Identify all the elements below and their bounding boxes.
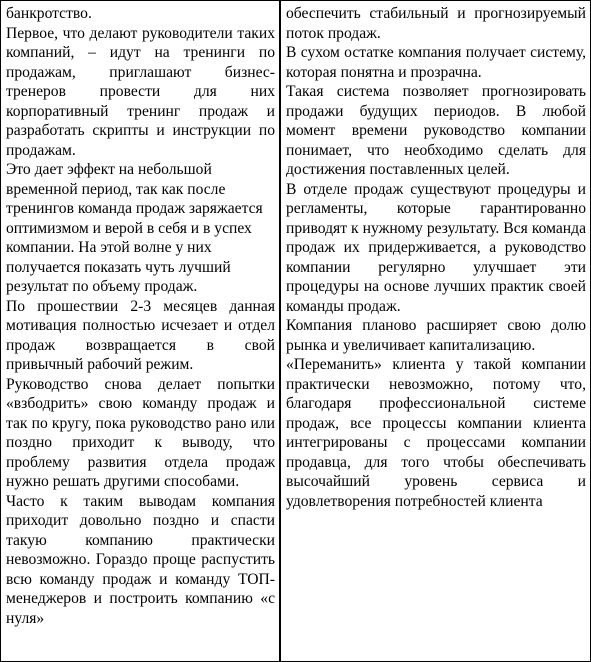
left-column: [1, 1, 281, 661]
left-paragraph-3: Это дает эффект на небольшой временной период, так как после тренингов команда продаж заряжается оптимизмом и верой в себя и в успех компании. На этой волне у них получается показать чуть лучший результат по объему продаж.: [6, 161, 263, 295]
right-paragraph-5: Компания планово расширяет свою долю рынка и увеличивает капитализацию.: [286, 317, 586, 354]
left-paragraph-1: банкротство.: [6, 5, 92, 22]
right-paragraph-3: Такая система позволяет прогнозировать продажи будущих периодов. В любой момент времени руководство компании понимает, что необходимо сделать для достижения поставленных целей.: [286, 83, 586, 178]
left-paragraph-2: Первое, что делают руководители таких компаний, – идут на тренинги по продажам, приглашают бизнес-тренеров провести для них корпоративный тренинг продаж и разработать скрипты и инструкции по продажам.: [6, 24, 275, 159]
right-column: [281, 1, 590, 661]
right-paragraph-6: «Переманить» клиента у такой компании практически невозможно, потому что, благодаря профессиональной системе продаж, все процессы компании клиента интегрированы с процессами компании продавца, для того чтобы обеспечивать высочайший уровень сервиса и удовлетворения потребностей клиента: [286, 356, 586, 510]
left-paragraph-6: Часто к таким выводам компания приходит довольно поздно и спасти такую компанию практически невозможно. Гораздо проще распустить всю команду продаж и команду ТОП-менеджеров и построить компанию «с нуля»: [6, 492, 275, 627]
right-paragraph-1: обеспечить стабильный и прогнозируемый поток продаж.: [286, 5, 586, 42]
right-paragraph-2: В сухом остатке компания получает систему, которая понятна и прозрачна.: [286, 44, 586, 81]
left-paragraph-5: Руководство снова делает попытки «взбодрить» свою команду продаж и так по кругу, пока руководство рано или поздно приходит к выводу, что проблему развития отдела продаж нужно решать другими способами.: [6, 375, 275, 490]
right-paragraph-4: В отделе продаж существуют процедуры и регламенты, которые гарантированно приводят к нужному результату. Вся команда продаж их придерживается, а руководство компании регулярно улучшает эти процедуры на основе лучших практик своей команды продаж.: [286, 180, 586, 315]
left-paragraph-4: По прошествии 2-3 месяцев данная мотивация полностью исчезает и отдел продаж возвращается в свой привычный рабочий режим.: [6, 297, 275, 373]
